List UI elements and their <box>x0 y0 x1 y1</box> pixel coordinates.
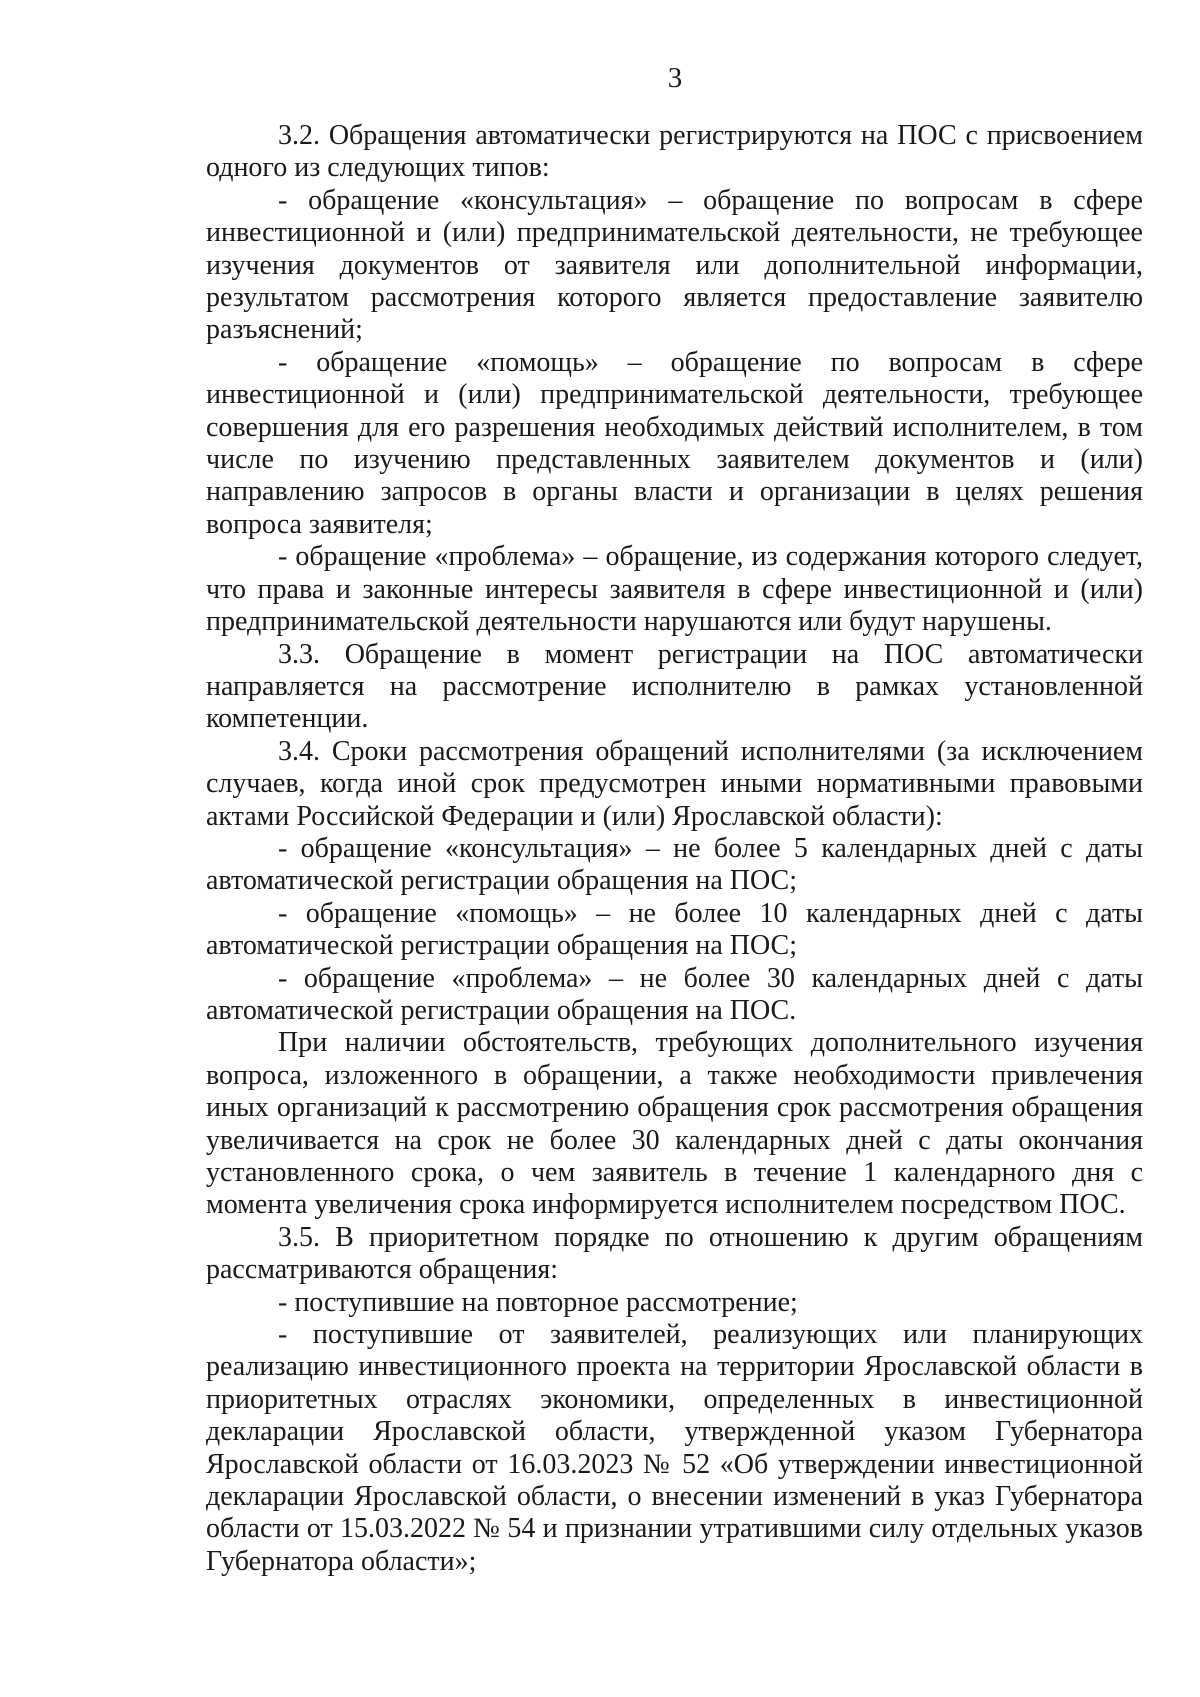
paragraph-priority-repeat: - поступившие на повторное рассмотрение; <box>278 1286 798 1318</box>
paragraph-term-help: - обращение «помощь» – не более 10 календарных дней с даты автоматической регистрации обращения на ПОС; <box>206 897 1143 962</box>
paragraph-3-4: 3.4. Сроки рассмотрения обращений исполнителями (за исключением случаев, когда иной срок предусмотрен иными нормативными правовыми актами Российской Федерации и (или) Ярославской области): <box>206 735 1143 832</box>
page-number: 3 <box>667 62 683 94</box>
paragraph-term-consultation: - обращение «консультация» – не более 5 календарных дней с даты автоматической регистрации обращения на ПОС; <box>206 832 1143 897</box>
paragraph-3-2: 3.2. Обращения автоматически регистрируются на ПОС с присвоением одного из следующих типов: <box>206 120 1143 184</box>
paragraph-type-problem: - обращение «проблема» – обращение, из содержания которого следует, что права и законные интересы заявителя в сфере инвестиционной и (или) предпринимательской деятельности нарушаются или будут нарушены. <box>206 541 1143 638</box>
paragraph-term-extension: При наличии обстоятельств, требующих дополнительного изучения вопроса, изложенного в обращении, а также необходимости привлечения иных организаций к рассмотрению обращения срок рассмотрения обращения увеличивается на срок не более 30 календарных дней с даты окончания установленного срока, о чем заявитель в течение 1 календарного дня с момента увеличения срока информируется исполнителем посредством ПОС. <box>206 1027 1143 1221</box>
paragraph-term-problem: - обращение «проблема» – не более 30 календарных дней с даты автоматической регистрации обращения на ПОС. <box>206 962 1143 1026</box>
document-body <box>206 120 1143 1578</box>
paragraph-priority-investors: - поступившие от заявителей, реализующих или планирующих реализацию инвестиционного проекта на территории Ярославской области в приоритетных отраслях экономики, определенных в инвестиционной декларации Ярославской области, утвержденной указом Губернатора Ярославской области от 16.03.2023 № 52 «Об утверждении инвестиционной декларации Ярославской области, о внесении изменений в указ Губернатора области от 15.03.2022 № 54 и признании утратившими силу отдельных указов Губернатора области»; <box>206 1319 1143 1577</box>
paragraph-type-consultation: - обращение «консультация» – обращение по вопросам в сфере инвестиционной и (или) предпринимательской деятельности, не требующее изучения документов от заявителя или дополнительной информации, результатом рассмотрения которого является предоставление заявителю разъяснений; <box>206 184 1143 346</box>
paragraph-type-help: - обращение «помощь» – обращение по вопросам в сфере инвестиционной и (или) предпринимательской деятельности, требующее совершения для его разрешения необходимых действий исполнителем, в том числе по изучению представленных заявителем документов и (или) направлению запросов в органы власти и организации в целях решения вопроса заявителя; <box>206 346 1143 540</box>
paragraph-3-3: 3.3. Обращение в момент регистрации на ПОС автоматически направляется на рассмотрение исполнителю в рамках установленной компетенции. <box>206 638 1143 735</box>
paragraph-3-5: 3.5. В приоритетном порядке по отношению к другим обращениям рассматриваются обращения: <box>206 1221 1143 1286</box>
